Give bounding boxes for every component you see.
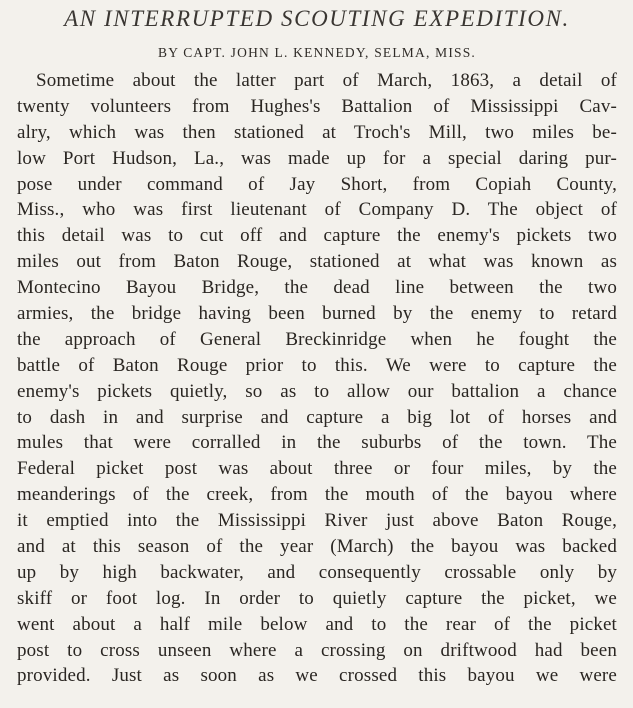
body-line: post to cross unseen where a crossing on driftwood had been [17,639,617,661]
body-line: Montecino Bayou Bridge, the dead line between the two [17,277,617,299]
body-line: and at this season of the year (March) the bayou was backed [17,536,617,558]
body-line: Miss., who was first lieutenant of Company D. The object of [17,199,617,221]
body-line: pose under command of Jay Short, from Copiah County, [17,173,617,195]
article-title: AN INTERRUPTED SCOUTING EXPEDITION. [64,6,570,31]
body-line: provided. Just as soon as we crossed this bayou we were [17,665,617,687]
body-line: armies, the bridge having been burned by the enemy to retard [17,303,617,325]
body-line: Sometime about the latter part of March, 1863, a detail of [36,70,617,91]
body-line: low Port Hudson, La., was made up for a special daring pur- [17,147,617,169]
body-line: this detail was to cut off and capture the enemy's pickets two [17,225,617,247]
body-line: to dash in and surprise and capture a big lot of horses and [17,406,617,428]
body-line: the approach of General Breckinridge when he fought the [17,328,617,350]
body-line: up by high backwater, and consequently crossable only by [17,561,617,583]
body-line: twenty volunteers from Hughes's Battalion of Mississippi Cav- [17,95,617,117]
body-line: skiff or foot log. In order to quietly capture the picket, we [17,587,617,609]
body-line: it emptied into the Mississippi River just above Baton Rouge, [17,510,617,532]
body-line: Federal picket post was about three or four miles, by the [17,458,617,480]
body-line: meanderings of the creek, from the mouth of the bayou where [17,484,617,506]
body-line: enemy's pickets quietly, so as to allow our battalion a chance [17,380,617,402]
body-line: mules that were corralled in the suburbs of the town. The [17,432,617,454]
body-line: alry, which was then stationed at Troch's Mill, two miles be- [17,121,617,143]
body-line: went about a half mile below and to the rear of the picket [17,613,617,635]
body-line: battle of Baton Rouge prior to this. We were to capture the [17,354,617,376]
article-body [17,68,617,689]
article-byline: BY CAPT. JOHN L. KENNEDY, SELMA, MISS. [158,45,476,60]
body-line: miles out from Baton Rouge, stationed at what was known as [17,251,617,273]
